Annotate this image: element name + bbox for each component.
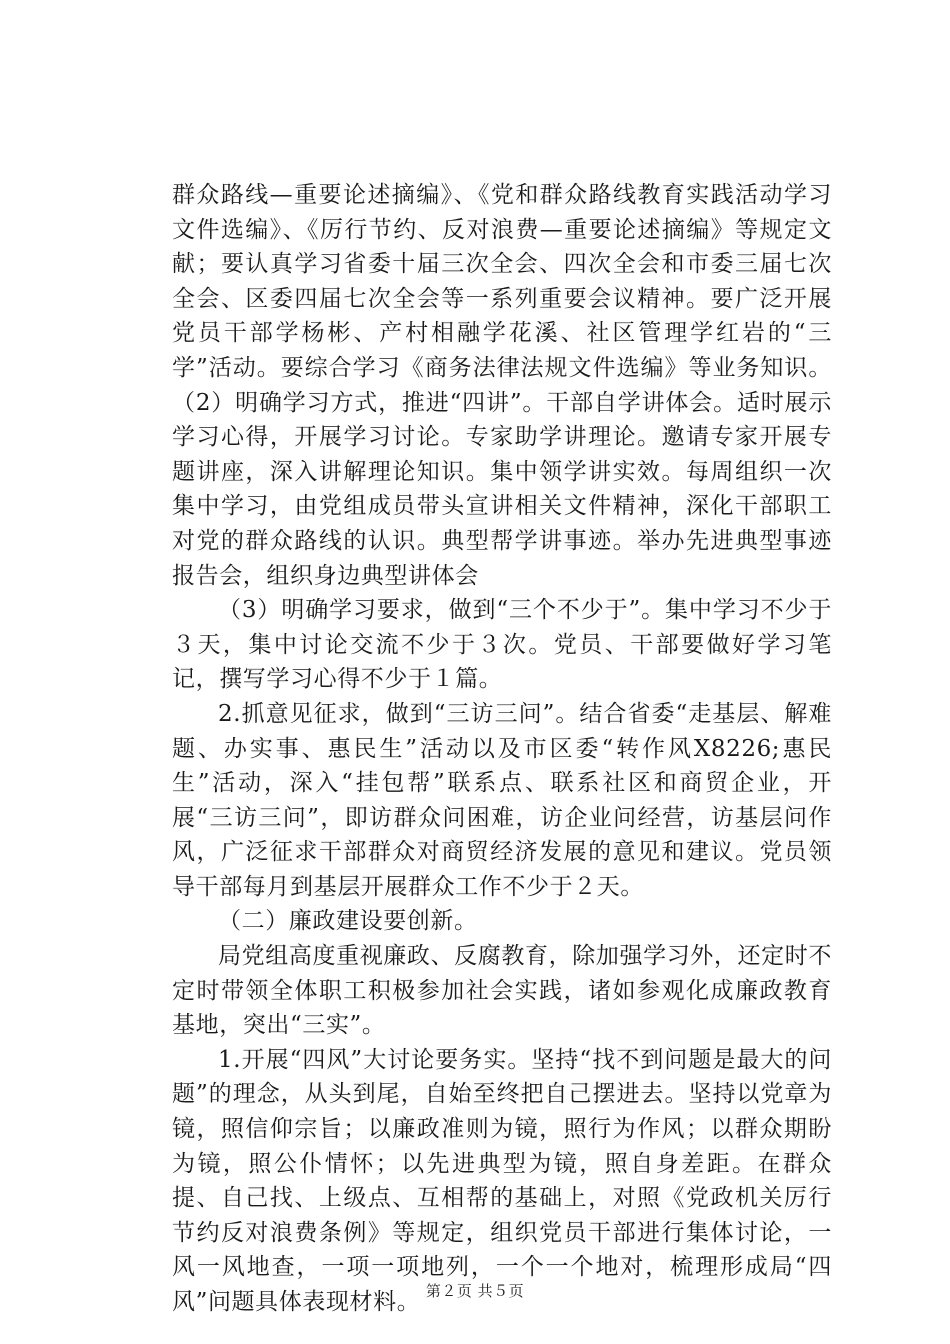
- paragraph-study-content: 群众路线—重要论述摘编》、《党和群众路线教育实践活动学习文件选编》、《厉行节约、反对浪费—重要论述摘编》等规定文献；要认真学习省委十届三次全会、四次全会和市委三届七次全会、区委四届七次全会等一系列重要会议精神。要广泛开展党员干部学杨彬、产村相融学花溪、社区管理学红岩的“三学”活动。要综合学习《商务法律法规文件选编》等业务知识。（2）明确学习方式，推进“四讲”。干部自学讲体会。适时展示学习心得，开展学习讨论。专家助学讲理论。邀请专家开展专题讲座，深入讲解理论知识。集中领学讲实效。每周组织一次集中学习，由党组成员带头宣讲相关文件精神，深化干部职工对党的群众路线的认识。典型帮学讲事迹。举办先进典型事迹报告会，组织身边典型讲体会: [172, 182, 832, 589]
- paragraph-opinion-collection: 2.抓意见征求，做到“三访三问”。结合省委“走基层、解难题、办实事、惠民生”活动以及市区委“转作风X8226;惠民生”活动，深入“挂包帮”联系点、联系社区和商贸企业，开展“三访三问”，即访群众问困难，访企业问经营，访基层问作风，广泛征求干部群众对商贸经济发展的意见和建议。党员领导干部每月到基层开展群众工作不少于２天。: [172, 700, 832, 900]
- paragraph-study-requirements: （3）明确学习要求，做到“三个不少于”。集中学习不少于３天，集中讨论交流不少于３次。党员、干部要做好学习笔记，撰写学习心得不少于１篇。: [172, 597, 832, 693]
- paragraph-four-winds-discussion: 1.开展“四风”大讨论要务实。坚持“找不到问题是最大的问题”的理念，从头到尾，自始至终把自己摆进去。坚持以党章为镜，照信仰宗旨；以廉政准则为镜，照行为作风；以群众期盼为镜，照公仆情怀；以先进典型为镜，照自身差距。在群众提、自己找、上级点、互相帮的基础上，对照《党政机关厉行节约反对浪费条例》等规定，组织党员干部进行集体讨论，一风一风地查，一项一项地列，一个一个地对，梳理形成局“四风”问题具体表现材料。: [172, 1046, 832, 1315]
- section-heading-integrity: （二）廉政建设要创新。: [218, 908, 478, 935]
- paragraph-integrity-education: 局党组高度重视廉政、反腐教育，除加强学习外，还定时不定时带领全体职工积极参加社会实践，诸如参观化成廉政教育基地，突出“三实”。: [172, 943, 832, 1039]
- document-body: [172, 178, 832, 1320]
- page-number-footer: 第２页 共５页: [425, 1282, 525, 1300]
